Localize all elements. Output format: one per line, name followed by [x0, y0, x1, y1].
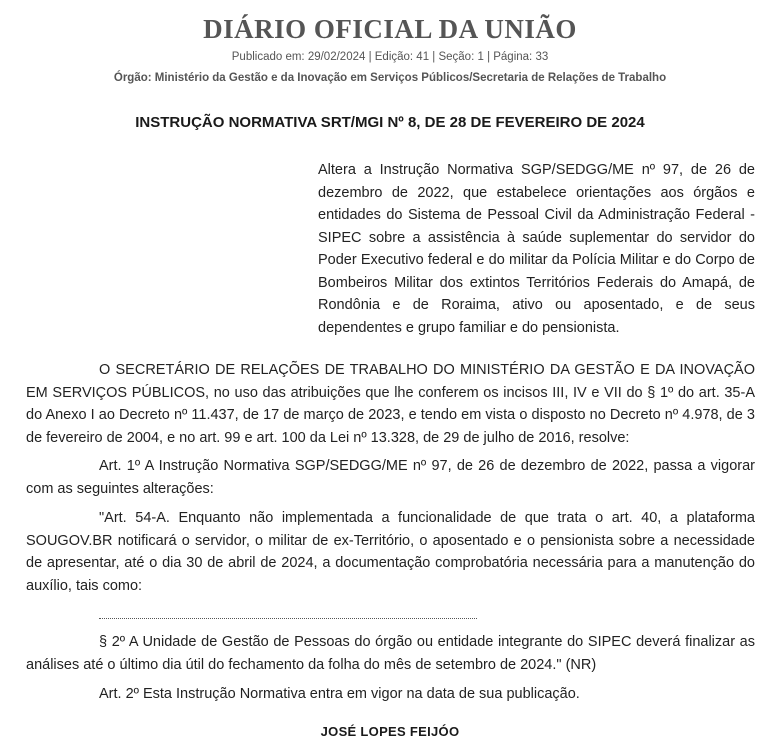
ementa: Altera a Instrução Normativa SGP/SEDGG/ME nº 97, de 26 de dezembro de 2022, que estabelece orientações aos órgãos e entidades do Sistema de Pessoal Civil da Administração Federal - SIPEC sobre a assistência à saúde suplementar do servidor do Poder Executivo federal e do militar da Polícia Militar e do Corpo de Bombeiros Militar dos extintos Territórios Federais do Amapá, de Rondônia e de Roraima, ativo ou aposentado, e de seus dependentes e grupo familiar e do pensionista. [318, 162, 755, 336]
act-title: INSTRUÇÃO NORMATIVA SRT/MGI Nº 8, DE 28 DE FEVEREIRO DE 2024 [135, 114, 645, 131]
omission-dotted-line [99, 604, 477, 619]
article-2-text: Art. 2º Esta Instrução Normativa entra em vigor na data de sua publicação. [99, 686, 580, 702]
article-1-text: Art. 1º A Instrução Normativa SGP/SEDGG/ME nº 97, de 26 de dezembro de 2022, passa a vigorar com as seguintes alterações: [26, 458, 755, 497]
organ-line: Órgão: Ministério da Gestão e da Inovação em Serviços Públicos/Secretaria de Relações de Trabalho [113, 72, 667, 84]
article-54a-text: "Art. 54-A. Enquanto não implementada a funcionalidade de que trata o art. 40, a plataforma SOUGOV.BR notificará o servidor, o militar de ex-Território, o aposentado e o pensionista sobre a necessidade de apresentar, até o dia 30 de abril de 2024, a documentação comprobatória necessária para a manutenção do auxílio, tais como: [26, 510, 755, 594]
masthead: DIÁRIO OFICIAL DA UNIÃO [203, 14, 577, 44]
article-2 [26, 683, 755, 706]
signature-name: JOSÉ LOPES FEIJÓO [320, 724, 460, 739]
paragraph-2 [26, 631, 755, 676]
article-1 [26, 455, 755, 500]
preamble-paragraph [26, 359, 755, 449]
preamble-text: O SECRETÁRIO DE RELAÇÕES DE TRABALHO DO MINISTÉRIO DA GESTÃO E DA INOVAÇÃO EM SERVIÇOS PÚBLICOS, no uso das atribuições que lhe conferem os incisos III, IV e VII do § 1º do art. 35-A do Anexo I ao Decreto nº 11.437, de 17 de março de 2023, e tendo em vista o disposto no Decreto nº 4.978, de 3 de fevereiro de 2004, e no art. 99 e art. 100 da Lei nº 13.328, de 29 de julho de 2016, resolve: [26, 362, 755, 446]
article-54a [26, 507, 755, 597]
paragraph-2-text: § 2º A Unidade de Gestão de Pessoas do órgão ou entidade integrante do SIPEC deverá finalizar as análises até o último dia útil do fechamento da folha do mês de setembro de 2024." (NR) [26, 634, 755, 673]
publication-meta: Publicado em: 29/02/2024 | Edição: 41 | Seção: 1 | Página: 33 [231, 51, 549, 63]
